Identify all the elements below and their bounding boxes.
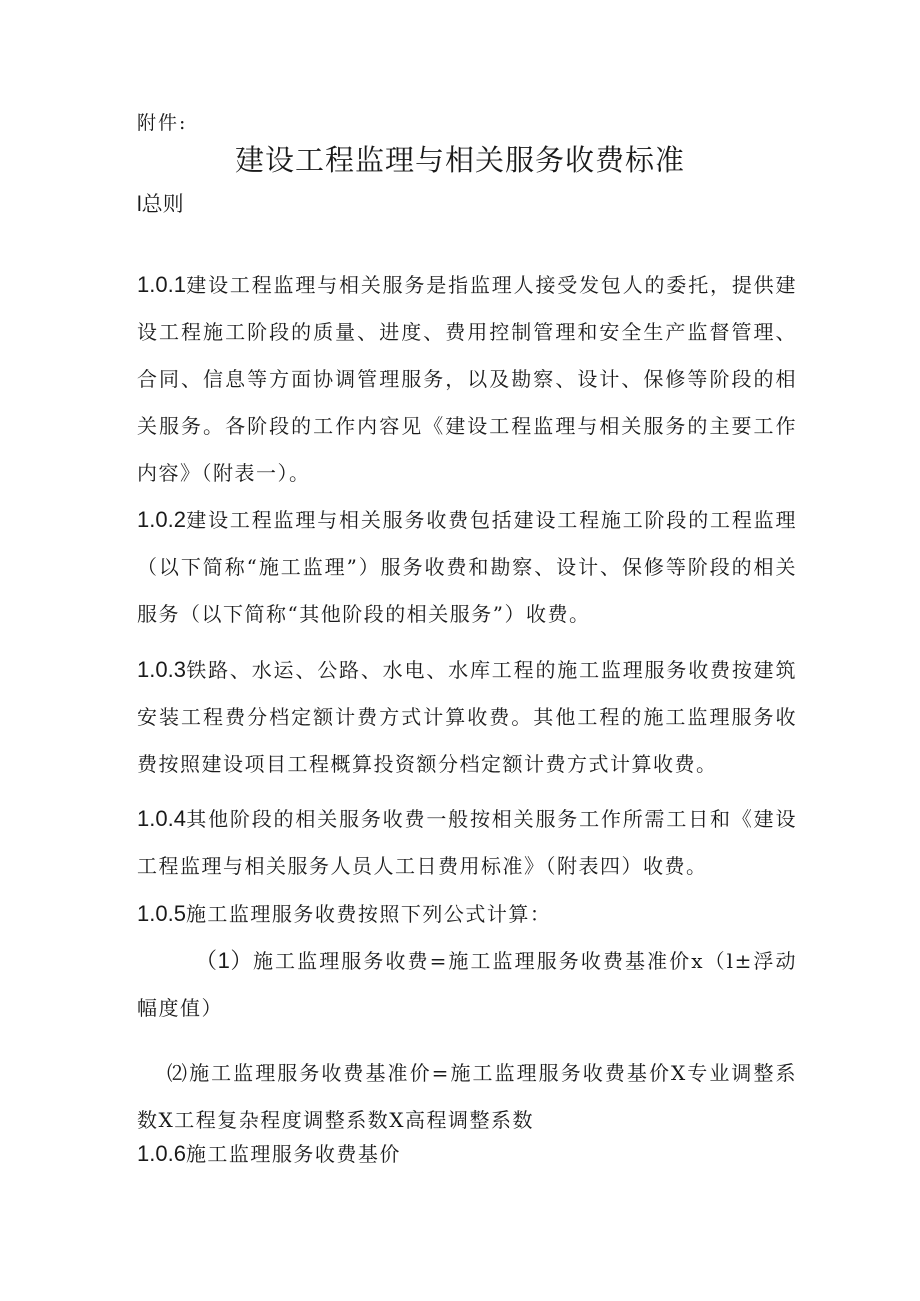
section-label: 总则: [141, 192, 184, 216]
section-heading: [137, 188, 184, 218]
clause-number: 1.0.6: [137, 1141, 186, 1166]
formula-1: [137, 937, 797, 1032]
formula-number: （1）: [195, 948, 253, 973]
formula-number: ⑵: [167, 1061, 190, 1085]
clause-number: 1.0.2: [137, 507, 186, 532]
clause-text: 建设工程监理与相关服务收费包括建设工程施工阶段的工程监理（以下简称“施工监理”）服务收费和勘察、设计、保修等阶段的相关服务（以下简称“其他阶段的相关服务”）收费。: [137, 508, 797, 626]
clause-1-0-3: [137, 646, 797, 788]
clause-1-0-5: [137, 890, 797, 938]
clause-text: 建设工程监理与相关服务是指监理人接受发包人的委托，提供建设工程施工阶段的质量、进度、费用控制管理和安全生产监督管理、合同、信息等方面协调管理服务，以及勘察、设计、保修等阶段的相关服务。各阶段的工作内容见《建设工程监理与相关服务的主要工作内容》（附表一）。: [137, 273, 797, 485]
formula-text: 施工监理服务收费=施工监理服务收费基准价x（l±浮动幅度值）: [137, 949, 797, 1020]
clause-text: 施工监理服务收费基价: [185, 1142, 401, 1166]
clause-text: 铁路、水运、公路、水电、水库工程的施工监理服务收费按建筑安装工程费分档定额计费方式计算收费。其他工程的施工监理服务收费按照建设项目工程概算投资额分档定额计费方式计算收费。: [137, 658, 797, 776]
clause-number: 1.0.4: [137, 806, 186, 831]
clause-1-0-1: [137, 261, 797, 497]
section-number: l: [137, 193, 142, 216]
attachment-label: 附件:: [137, 112, 188, 134]
clause-text: 施工监理服务收费按照下列公式计算：: [185, 902, 552, 926]
clause-1-0-2: [137, 496, 797, 638]
clause-number: 1.0.1: [137, 272, 186, 297]
clause-text: 其他阶段的相关服务收费一般按相关服务工作所需工日和《建设工程监理与相关服务人员人工日费用标准》（附表四）收费。: [137, 807, 797, 878]
document-title: 建设工程监理与相关服务收费标准: [234, 143, 685, 177]
clause-1-0-4: [137, 795, 797, 890]
clause-number: 1.0.5: [137, 901, 186, 926]
formula-text: 施工监理服务收费基准价=施工监理服务收费基价X专业调整系数X工程复杂程度调整系数X高程调整系数: [137, 1061, 798, 1132]
clause-number: 1.0.3: [137, 657, 186, 682]
clause-1-0-6: [137, 1130, 797, 1178]
